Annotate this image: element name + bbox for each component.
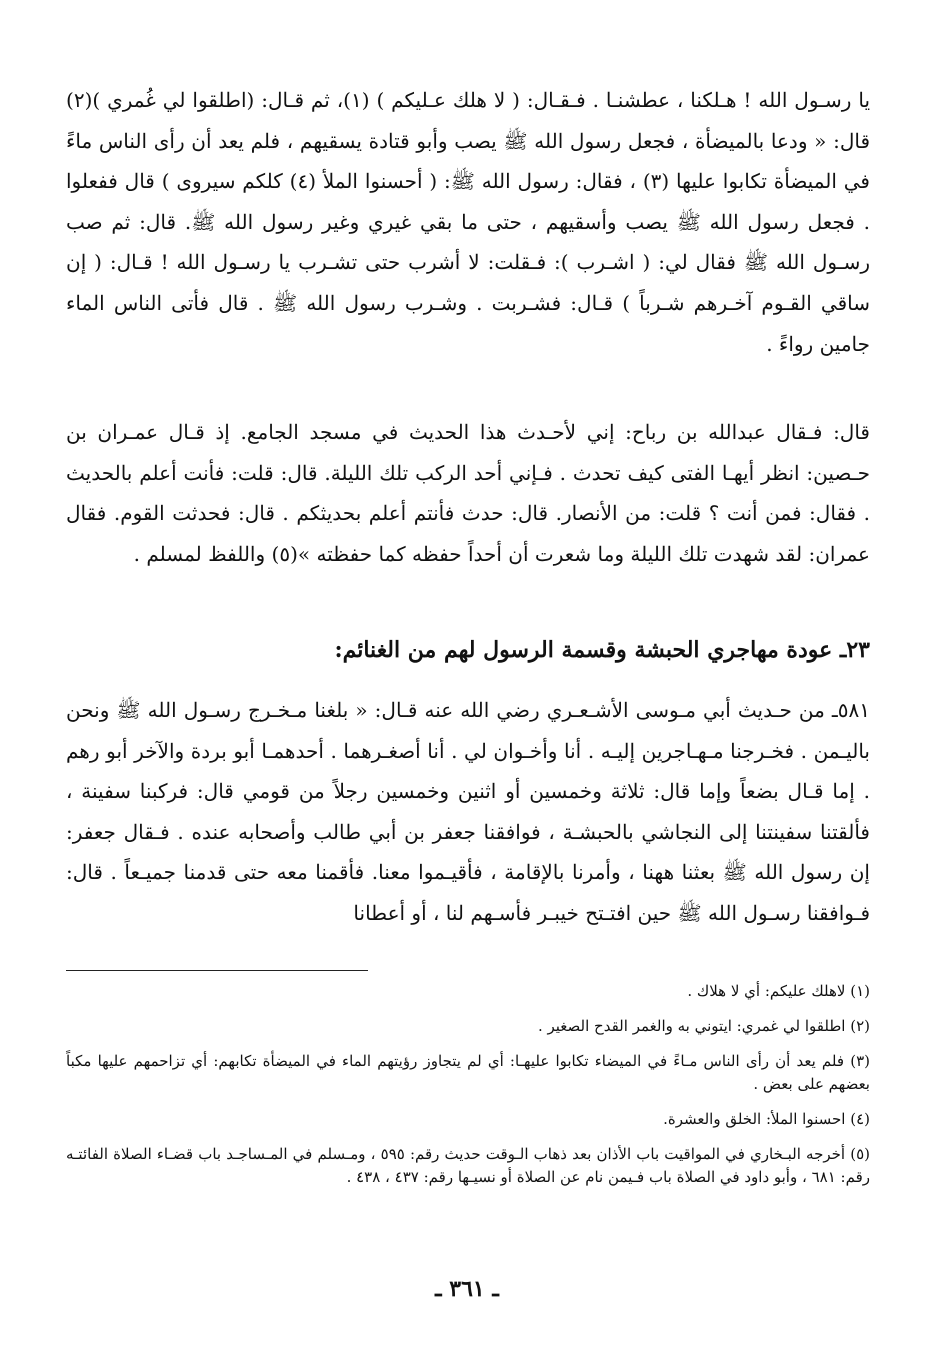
footnote-divider	[66, 970, 368, 971]
footnote-4: (٤) احسنوا الملأ: الخلق والعشرة.	[663, 1110, 870, 1128]
footnote-2: (٢) اطلقوا لي غمري: ايتوني به والغمر القدح الصغير .	[537, 1017, 870, 1035]
footnote-1: (١) لاهلك عليكم: أي لا هلاك .	[687, 982, 870, 1000]
paragraph-hadith-581: ٥٨١ـ من حـديث أبي مـوسى الأشـعـري رضي الله عنه قـال: « بلغنا مـخـرج رسـول الله ﷺ ونحن باليـمن . فخـرجنا مـهـاجرين إليـه . أنا وأخـوان لي . أنا أصغـرهما . أحدهمـا أبو بردة والآخر أبو رهم . إما قـال بضعاً وإما قال: ثلاثة وخمسين أو اثنين وخمسين رجلاً من قومي قال: فركبنا سفينة ، فألقتنا سفينتنا إلى النجاشي بالحبشـة ، فوافقنا جعفر بن أبي طالب وأصحابه عنده . فـقال جعفر: إن رسول الله ﷺ بعثنا ههنا ، وأمرنا بالإقامة ، فأقيـموا معنا. فأقمنا معه حتى قدمنا جميـعاً . قال: فـوافقنا رسـول الله ﷺ حين افتـتح خيبـر فأسـهم لنا ، أو أعطانا	[66, 698, 870, 925]
footnotes	[66, 980, 870, 1201]
paragraph-hadith-continuation: يا رسـول الله ! هـلكنا ، عطشنـا . فـقـال: ( لا هلك عـليكم ) (١)، ثم قـال: (اطلقوا لي غُمري )(٢) قال: « ودعا بالميضأة ، فجعل رسول الله ﷺ يصب وأبو قتادة يسقيهم ، فلم يعد أن رأى الناس ماءً في الميضأة تكابوا عليها (٣) ، فقال: رسول الله ﷺ: ( أحسنوا الملأ (٤) كلكم سيروى ) قال ففعلوا . فجعل رسول الله ﷺ يصب وأسقيهم ، حتى ما بقي غيري وغير رسول الله ﷺ. قال: ثم صب رسـول الله ﷺ فقال لي: ( اشـرب ): فـقلت: لا أشرب حتى تشـرب يا رسـول الله ! قـال: ( إن ساقي القـوم آخـرهم شـرباً ) قـال: فشـربت . وشـرب رسول الله ﷺ . قال فأتى الناس الماء جامين رواءً .	[66, 88, 871, 356]
footnote-5: (٥) أخرجه البـخاري في المواقيت باب الأذان بعد ذهاب الـوقت حديث رقم: ٥٩٥ ، ومـسلم في المـساجـد باب قضـاء الصلاة الفائتـه رقم: ٦٨١ ، وأبو داود في الصلاة باب فـيمن نام عن الصلاة أو نسيـها رقم: ٤٣٧ ، ٤٣٨ .	[66, 1145, 870, 1186]
footnote-3: (٣) فلم يعد أن رأى الناس مـاءً في الميضاء تكابوا عليهـا: أي لم يتجاوز رؤيتهم الماء في الميضأة تكابهم: أي تزاحمهم عليها مكباً بعضهم على بعض .	[66, 1052, 870, 1093]
page-number: ـ ٣٦١ ـ	[435, 1276, 499, 1302]
section-heading: ٢٣ـ عودة مهاجري الحبشة وقسمة الرسول لهم من الغنائم:	[334, 637, 870, 663]
paragraph-abdullah-ibn-rabah: قال: فـقال عبدالله بن رباح: إني لأحـدث هذا الحديث في مسجد الجامع. إذ قـال عمـران بن حـصين: انظر أيهـا الفتى كيف تحدث . فـإني أحد الركب تلك الليلة. قال: قلت: فأنت أعلم بالحديث . فقال: فمن أنت ؟ قلت: من الأنصار. قال: حدث فأنتم أعلم بحديثكم . قال: فحدثت القوم. فقال عمران: لقد شهدت تلك الليلة وما شعرت أن أحداً حفظه كما حفظته »(٥) واللفظ لمسلم .	[66, 420, 870, 566]
